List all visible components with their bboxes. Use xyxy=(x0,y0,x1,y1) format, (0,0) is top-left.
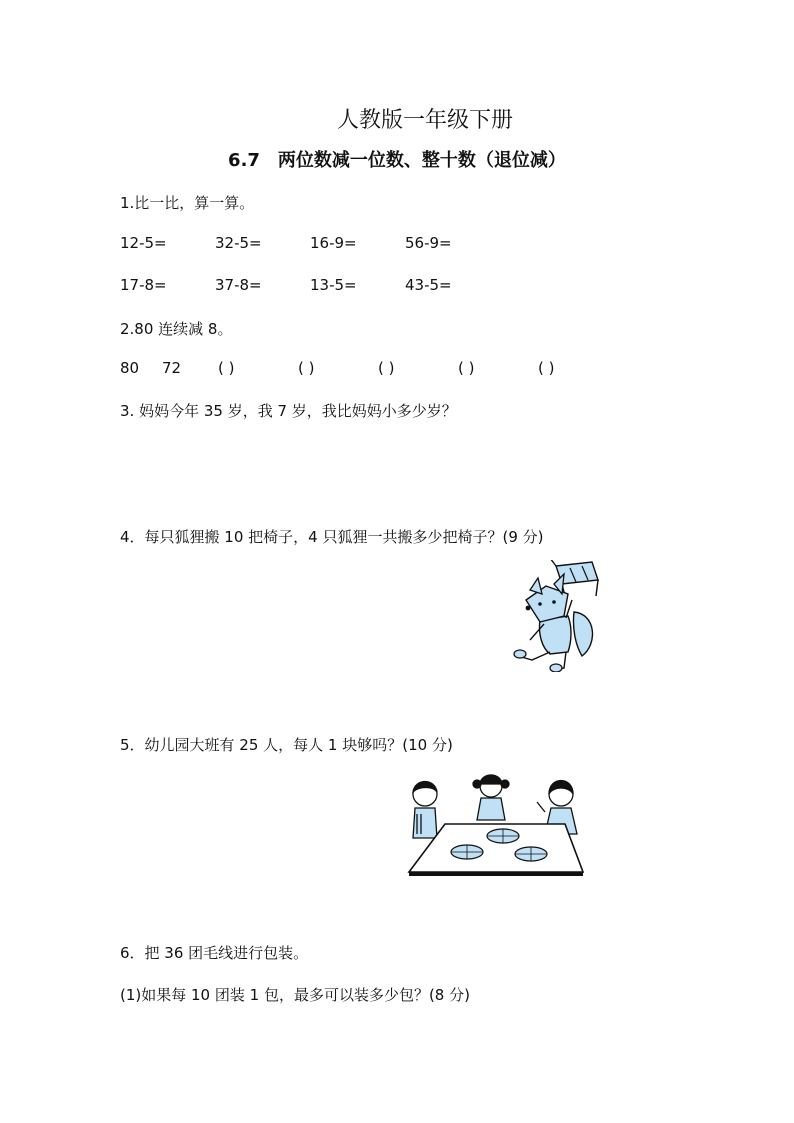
question-1-prompt: 1.比一比，算一算。 xyxy=(120,194,255,212)
answer-blank[interactable]: ( ) xyxy=(298,359,315,377)
question-6-part-1: (1)如果每 10 团装 1 包，最多可以装多少包？(8 分) xyxy=(120,986,470,1004)
equation: 37-8= xyxy=(215,276,262,294)
equation: 32-5= xyxy=(215,234,262,252)
fox-carrying-chair-illustration xyxy=(510,560,605,672)
equation: 43-5= xyxy=(405,276,452,294)
children-with-cakes-illustration xyxy=(405,768,590,878)
question-4-prompt: 4．每只狐狸搬 10 把椅子，4 只狐狸一共搬多少把椅子？(9 分) xyxy=(120,528,544,546)
equation: 56-9= xyxy=(405,234,452,252)
sequence-value: 72 xyxy=(162,359,182,377)
answer-blank[interactable]: ( ) xyxy=(538,359,555,377)
lesson-subtitle: 6.7 两位数减一位数、整十数（退位减） xyxy=(228,150,566,171)
equation: 12-5= xyxy=(120,234,167,252)
answer-blank[interactable]: ( ) xyxy=(378,359,395,377)
answer-blank[interactable]: ( ) xyxy=(218,359,235,377)
question-5-prompt: 5．幼儿园大班有 25 人，每人 1 块够吗？(10 分) xyxy=(120,736,453,754)
question-6-prompt: 6．把 36 团毛线进行包装。 xyxy=(120,944,309,962)
equation: 13-5= xyxy=(310,276,357,294)
equation: 17-8= xyxy=(120,276,167,294)
answer-blank[interactable]: ( ) xyxy=(458,359,475,377)
sequence-value: 80 xyxy=(120,359,140,377)
question-2-prompt: 2.80 连续减 8。 xyxy=(120,320,233,338)
question-3-prompt: 3. 妈妈今年 35 岁，我 7 岁，我比妈妈小多少岁？ xyxy=(120,402,457,420)
equation: 16-9= xyxy=(310,234,357,252)
page-title: 人教版一年级下册 xyxy=(336,108,513,133)
